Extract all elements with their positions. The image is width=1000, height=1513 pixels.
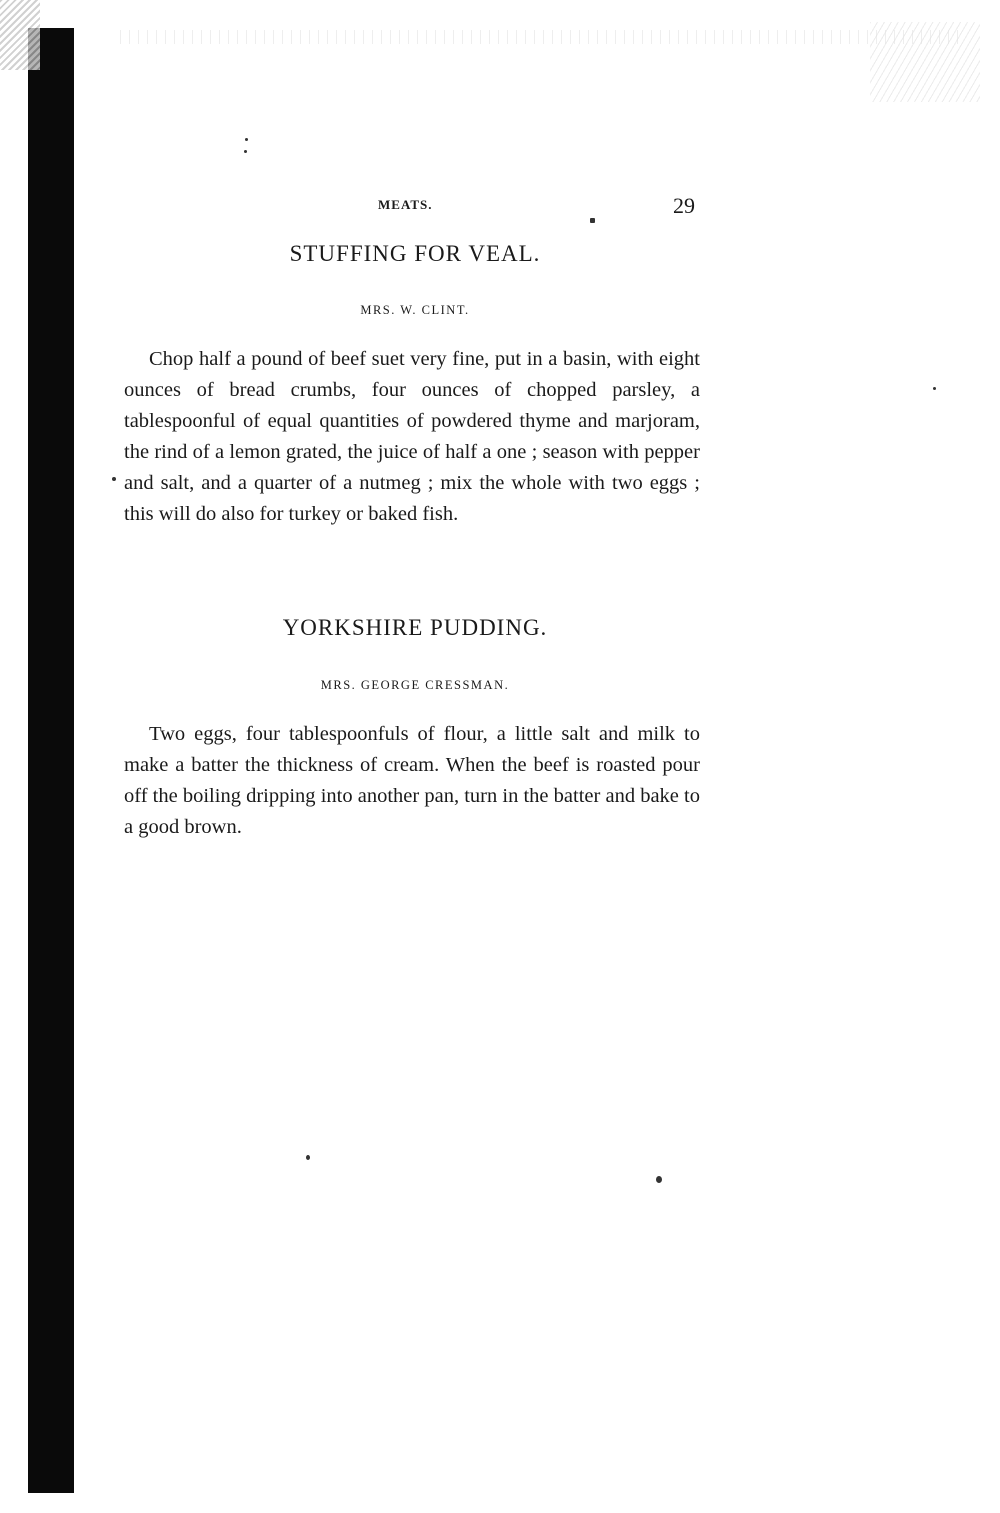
page-header	[120, 193, 710, 219]
top-edge-speckle	[120, 30, 960, 44]
page-number: 29	[673, 193, 695, 218]
book-spine-shadow	[28, 28, 74, 1493]
page-edge-fray	[0, 0, 40, 70]
running-head: MEATS.	[378, 197, 433, 212]
recipe-title: YORKSHIRE PUDDING.	[282, 615, 548, 640]
recipe-attribution: MRS. GEORGE CRESSMAN.	[320, 678, 510, 692]
recipe-text: Chop half a pound of beef suet very fine, put in a basin, with eight ounces of bread crumbs, four ounces of chopped parsley, a tablespoonful of equal quantities of powdered thyme and marjoram, the rind of a lemon grated, the juice of half a one ; season with pepper and salt, and a quarter of a nutmeg ; mix the whole with two eggs ; this will do also for turkey or baked fish.	[124, 348, 700, 525]
speck-mark	[656, 1176, 662, 1183]
speck-mark	[306, 1155, 310, 1160]
recipe-title: STUFFING FOR VEAL.	[289, 241, 541, 266]
speck-mark	[933, 387, 936, 390]
speck-mark	[112, 477, 116, 481]
recipe-attribution: MRS. W. CLINT.	[360, 303, 470, 317]
speck-mark	[245, 138, 248, 141]
recipe-text: Two eggs, four tablespoonfuls of flour, a little salt and milk to make a batter the thickness of cream. When the beef is roasted pour off the boiling dripping into another pan, turn in the batter and bake to a good brown.	[124, 723, 700, 838]
speck-mark	[244, 150, 247, 153]
